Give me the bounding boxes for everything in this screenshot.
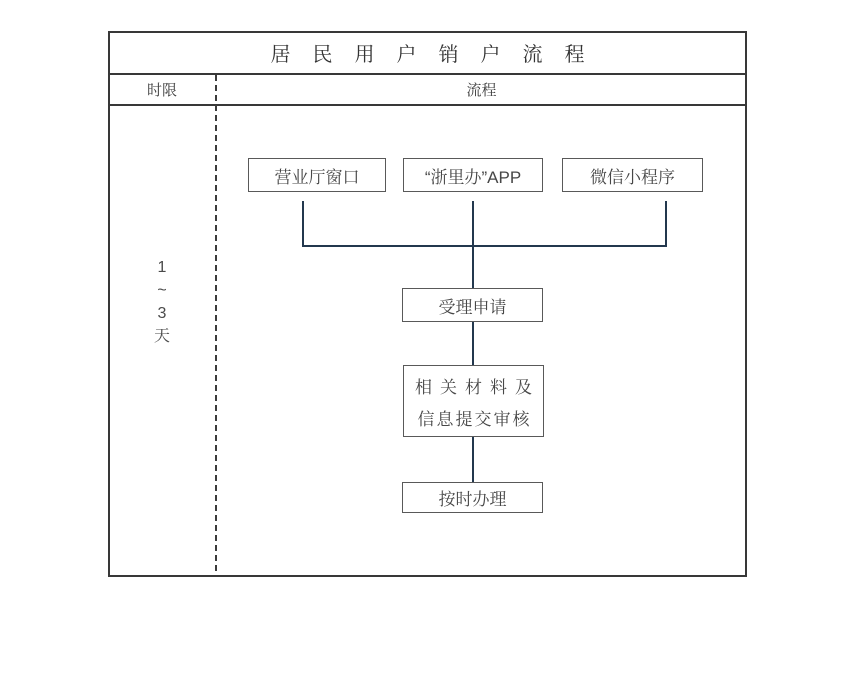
channel-box-service-hall: 营业厅窗口: [248, 158, 386, 192]
step-box-materials-review: [403, 365, 544, 437]
time-limit-line: ~: [157, 282, 167, 299]
column-header-process: 流程: [466, 82, 497, 99]
step-materials-line2: 信息提交审核: [417, 409, 532, 429]
connector-materials-to-ontime-line: [472, 437, 474, 482]
connector-wechat-down-line: [665, 201, 667, 247]
connector-merge-horizontal-line: [302, 245, 667, 247]
channel-box-zheliban-app: “浙里办”APP: [403, 158, 543, 192]
page-title: 居民用户销户流程: [108, 31, 747, 75]
connector-accept-to-materials-line: [472, 322, 474, 365]
connector-hall-down-line: [302, 201, 304, 247]
channel-box-wechat-miniprogram: 微信小程序: [562, 158, 703, 192]
step-materials-line1: 相关材料及: [415, 377, 540, 397]
column-header-time-limit: 时限: [146, 82, 177, 99]
table-header-row: [108, 75, 747, 106]
time-limit-value: [108, 258, 216, 346]
step-box-handle-on-time: 按时办理: [402, 482, 543, 513]
time-limit-line: 天: [153, 328, 170, 345]
time-limit-line: 1: [157, 259, 167, 276]
time-limit-line: 3: [157, 305, 167, 322]
step-box-accept-application: 受理申请: [402, 288, 543, 322]
